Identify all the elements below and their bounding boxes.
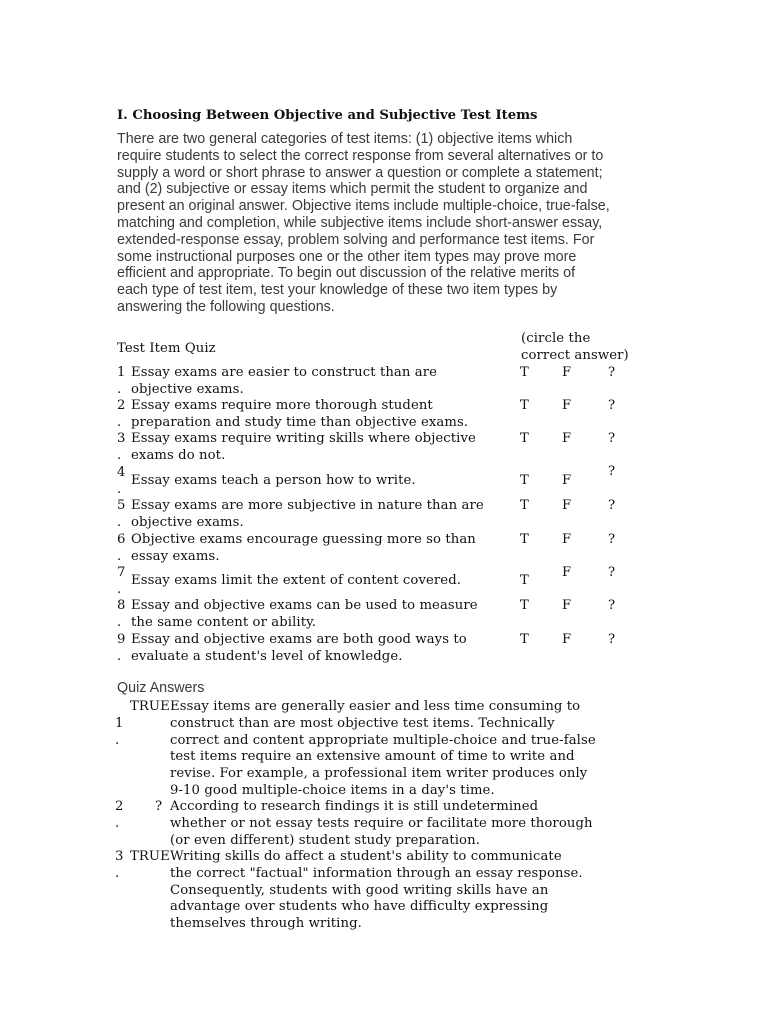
answer-option-unknown[interactable]: ? bbox=[608, 431, 616, 446]
answer-explanation-line: correct and content appropriate multiple-choice and true-false bbox=[170, 732, 596, 748]
quiz-item-7 bbox=[117, 565, 637, 599]
quiz-item-number-dot: . bbox=[117, 481, 122, 497]
answer-explanation-line: the correct "factual" information through an essay response. bbox=[170, 865, 583, 881]
answer-explanation-line: whether or not essay tests require or facilitate more thorough bbox=[170, 815, 593, 831]
quiz-title: Test Item Quiz bbox=[117, 341, 216, 356]
quiz-item-number-dot: . bbox=[117, 581, 122, 597]
answer-option-true[interactable]: T bbox=[520, 365, 529, 380]
quiz-item-text-line: Objective exams encourage guessing more so than bbox=[131, 532, 476, 547]
intro-line: each type of test item, test your knowledge of these two item types by bbox=[117, 282, 558, 299]
quiz-item-text-line: Essay exams teach a person how to write. bbox=[131, 473, 416, 488]
quiz-item-text-line: the same content or ability. bbox=[131, 614, 317, 630]
answer-item-number bbox=[115, 849, 127, 883]
quiz-item-text-line: Essay exams require writing skills where objective bbox=[131, 431, 476, 446]
quiz-instruction-line: (circle the bbox=[521, 331, 591, 346]
answer-option-unknown[interactable]: ? bbox=[608, 464, 616, 479]
quiz-item-number-dot: . bbox=[117, 447, 122, 463]
quiz-item-number bbox=[117, 632, 129, 666]
quiz-item-text bbox=[131, 632, 467, 666]
intro-line: present an original answer. Objective items include multiple-choice, true-false, bbox=[117, 198, 610, 215]
quiz-item-text bbox=[131, 431, 476, 465]
quiz-item-2 bbox=[117, 398, 637, 432]
quiz-instruction bbox=[521, 331, 629, 365]
quiz-item-number-digit: 8 bbox=[117, 598, 126, 613]
quiz-item-text-line: Essay and objective exams can be used to measure bbox=[131, 598, 478, 613]
answer-option-false[interactable]: F bbox=[562, 498, 572, 513]
answer-option-true[interactable]: T bbox=[520, 431, 529, 446]
intro-line: require students to select the correct response from several alternatives or to bbox=[117, 147, 604, 164]
quiz-item-number-dot: . bbox=[117, 414, 122, 430]
answer-option-true[interactable]: T bbox=[520, 498, 529, 513]
answer-option-unknown[interactable]: ? bbox=[608, 598, 616, 613]
answer-explanation bbox=[170, 699, 596, 800]
answer-option-false[interactable]: F bbox=[562, 398, 572, 413]
answer-item-number-digit: 2 bbox=[115, 799, 124, 814]
answer-option-unknown[interactable]: ? bbox=[608, 365, 616, 380]
quiz-item-text bbox=[131, 573, 461, 590]
answer-item-number-digit: 1 bbox=[115, 716, 124, 731]
quiz-item-number-digit: 5 bbox=[117, 498, 126, 513]
quiz-item-text-line: Essay exams limit the extent of content covered. bbox=[131, 573, 462, 588]
answer-explanation-line: (or even different) student study preparation. bbox=[170, 832, 480, 848]
answer-explanation-line: advantage over students who have difficulty expressing bbox=[170, 899, 549, 915]
answer-option-unknown[interactable]: ? bbox=[608, 398, 616, 413]
answer-explanation-line: Writing skills do affect a student's ability to communicate bbox=[170, 849, 562, 864]
answer-explanation-line: construct than are most objective test items. Technically bbox=[170, 715, 555, 731]
quiz-item-text-line: Essay exams are more subjective in nature than are bbox=[131, 498, 484, 513]
quiz-item-text-line: Essay exams require more thorough student bbox=[131, 398, 433, 413]
answer-option-true[interactable]: T bbox=[520, 632, 529, 647]
answer-option-false[interactable]: F bbox=[562, 632, 572, 647]
quiz-instruction-line: correct answer) bbox=[521, 347, 629, 363]
quiz-item-3 bbox=[117, 431, 637, 465]
answer-option-true[interactable]: T bbox=[520, 598, 529, 613]
quiz-item-text-line: objective exams. bbox=[131, 514, 244, 530]
quiz-item-9 bbox=[117, 632, 637, 666]
intro-line: some instructional purposes one or the other item types may prove more bbox=[117, 248, 577, 265]
answer-option-false[interactable]: F bbox=[562, 431, 572, 446]
quiz-item-number-dot: . bbox=[117, 514, 122, 530]
answer-option-false[interactable]: F bbox=[562, 473, 572, 488]
quiz-item-text-line: Essay and objective exams are both good ways to bbox=[131, 632, 467, 647]
answer-option-false[interactable]: F bbox=[562, 565, 572, 580]
quiz-item-8 bbox=[117, 598, 637, 632]
answer-explanation-line: revise. For example, a professional item writer produces only bbox=[170, 766, 588, 782]
answer-option-true[interactable]: T bbox=[520, 532, 529, 547]
quiz-item-5 bbox=[117, 498, 637, 532]
quiz-item-number-dot: . bbox=[117, 381, 122, 397]
quiz-item-text-line: evaluate a student's level of knowledge. bbox=[131, 648, 403, 664]
intro-line: extended-response essay, problem solving and performance test items. For bbox=[117, 231, 595, 248]
quiz-item-4 bbox=[117, 465, 637, 499]
quiz-item-number-dot: . bbox=[117, 648, 122, 664]
answer-explanation-line: themselves through writing. bbox=[170, 916, 362, 932]
answer-item-number-dot: . bbox=[115, 732, 120, 748]
answer-item-number-digit: 3 bbox=[115, 849, 124, 864]
answer-item-number bbox=[115, 799, 127, 833]
quiz-item-number bbox=[117, 498, 129, 532]
quiz-item-number-digit: 4 bbox=[117, 465, 126, 480]
quiz-item-number bbox=[117, 565, 129, 599]
intro-paragraph bbox=[117, 131, 667, 316]
quiz-item-text bbox=[131, 365, 437, 399]
quiz-item-number-dot: . bbox=[117, 548, 122, 564]
answer-option-true[interactable]: T bbox=[520, 573, 529, 588]
answer-option-false[interactable]: F bbox=[562, 365, 572, 380]
intro-line: answering the following questions. bbox=[117, 298, 335, 315]
intro-line: efficient and appropriate. To begin out discussion of the relative merits of bbox=[117, 265, 576, 282]
intro-line: and (2) subjective or essay items which permit the student to organize and bbox=[117, 181, 588, 198]
quiz-item-number-digit: 3 bbox=[117, 431, 126, 446]
answer-option-true[interactable]: T bbox=[520, 473, 529, 488]
quiz-item-number-digit: 6 bbox=[117, 532, 126, 547]
answer-option-false[interactable]: F bbox=[562, 532, 572, 547]
answer-item-number bbox=[115, 716, 127, 750]
intro-line: supply a word or short phrase to answer a question or complete a statement; bbox=[117, 164, 603, 181]
quiz-item-text bbox=[131, 398, 468, 432]
intro-line: There are two general categories of test items: (1) objective items which bbox=[117, 131, 573, 147]
quiz-item-number bbox=[117, 465, 129, 499]
quiz-item-text-line: exams do not. bbox=[131, 447, 226, 463]
quiz-item-text-line: preparation and study time than objective exams. bbox=[131, 414, 469, 430]
answer-option-unknown[interactable]: ? bbox=[608, 632, 616, 647]
answer-item-number-dot: . bbox=[115, 865, 120, 881]
answer-explanation-line: test items require an extensive amount of time to write and bbox=[170, 749, 575, 765]
quiz-item-number-dot: . bbox=[117, 614, 122, 630]
quiz-item-text bbox=[131, 473, 416, 490]
answer-explanation bbox=[170, 849, 583, 933]
answers-title: Quiz Answers bbox=[117, 680, 205, 696]
quiz-item-number-digit: 9 bbox=[117, 632, 126, 647]
answer-option-true[interactable]: T bbox=[520, 398, 529, 413]
answer-verdict: TRUE bbox=[130, 699, 170, 714]
answer-option-unknown[interactable]: ? bbox=[608, 532, 616, 547]
quiz-item-text bbox=[131, 498, 484, 532]
answer-option-false[interactable]: F bbox=[562, 598, 572, 613]
quiz-item-number-digit: 1 bbox=[117, 365, 126, 380]
quiz-item-number bbox=[117, 431, 129, 465]
quiz-item-number-digit: 2 bbox=[117, 398, 126, 413]
answer-explanation-line: Essay items are generally easier and less time consuming to bbox=[170, 699, 581, 714]
answer-explanation bbox=[170, 799, 593, 849]
quiz-item-number bbox=[117, 532, 129, 566]
quiz-item-text bbox=[131, 598, 478, 632]
answer-option-unknown[interactable]: ? bbox=[608, 565, 616, 580]
quiz-item-text-line: essay exams. bbox=[131, 548, 220, 564]
quiz-item-text-line: Essay exams are easier to construct than are bbox=[131, 365, 438, 380]
answer-explanation-line: Consequently, students with good writing skills have an bbox=[170, 882, 549, 898]
quiz-item-text bbox=[131, 532, 476, 566]
answer-verdict: ? bbox=[155, 799, 163, 814]
answer-item-number-dot: . bbox=[115, 815, 120, 831]
section-heading: I. Choosing Between Objective and Subjective Test Items bbox=[117, 108, 538, 123]
answer-option-unknown[interactable]: ? bbox=[608, 498, 616, 513]
quiz-item-number-digit: 7 bbox=[117, 565, 126, 580]
answer-verdict: TRUE bbox=[130, 849, 170, 864]
quiz-item-number bbox=[117, 398, 129, 432]
answer-explanation-line: According to research findings it is still undetermined bbox=[170, 799, 539, 814]
quiz-item-6 bbox=[117, 532, 637, 566]
quiz-item-number bbox=[117, 365, 129, 399]
quiz-item-1 bbox=[117, 365, 637, 399]
quiz-item-text-line: objective exams. bbox=[131, 381, 244, 397]
intro-line: matching and completion, while subjective items include short-answer essay, bbox=[117, 214, 603, 231]
answer-explanation-line: 9-10 good multiple-choice items in a day's time. bbox=[170, 782, 495, 798]
quiz-item-number bbox=[117, 598, 129, 632]
